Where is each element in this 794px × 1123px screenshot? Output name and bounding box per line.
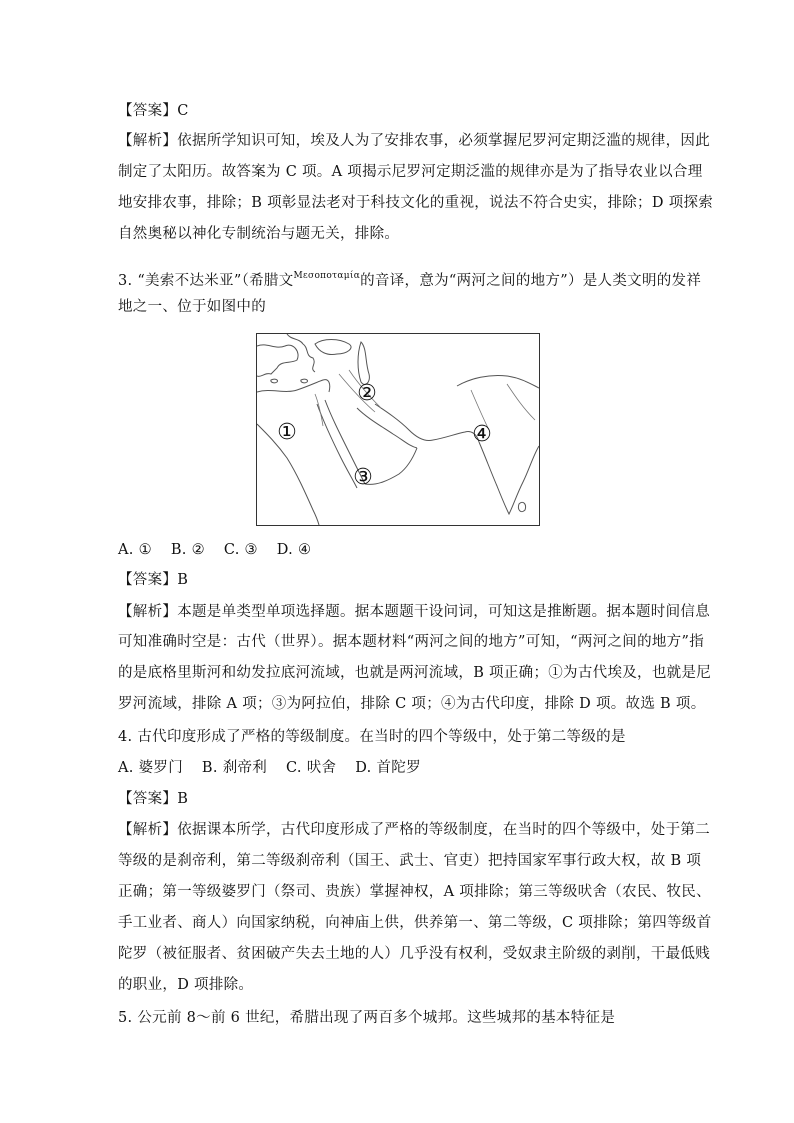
map-label-1: ①	[277, 420, 297, 445]
q4-option-b: B. 刹帝利	[201, 760, 268, 776]
q3-greek-word: Μεσοποταμία	[293, 271, 361, 281]
q4-analysis-line-6: 的职业，D 项排除。	[118, 977, 254, 993]
q4-analysis-line-4: 手工业者、商人）向国家纳税，向神庙上供，供养第一、第二等级，C 项排除；第四等级首	[118, 915, 712, 931]
q3-option-c: C. ③	[223, 542, 258, 558]
q3-options	[118, 540, 325, 560]
q3-option-a: A. ①	[118, 542, 152, 558]
q4-answer: 【答案】B	[118, 791, 189, 807]
q4-option-c: C. 吠舍	[286, 760, 337, 776]
q4-options	[118, 758, 435, 778]
ancient-civilizations-map	[256, 333, 540, 526]
q4-analysis-line-3: 正确；第一等级婆罗门（祭司、贵族）掌握神权，A 项排除；第三等级吠舍（农民、牧民、	[118, 884, 711, 900]
map-label-3: ③	[353, 465, 373, 490]
q3-option-d: D. ④	[276, 542, 312, 558]
map-drawing	[257, 334, 539, 525]
q5-stem: 5. 公元前 8～前 6 世纪，希腊出现了两百多个城邦。这些城邦的基本特征是	[118, 1010, 616, 1026]
q3-stem-part-2: 的音译，意为“两河之间的地方”）是人类文明的发祥	[360, 273, 702, 289]
q2-answer: 【答案】C	[118, 103, 189, 119]
q4-analysis-line-1: 【解析】依据课本所学，古代印度形成了严格的等级制度，在当时的四个等级中，处于第二	[118, 822, 710, 838]
q3-analysis-line-1: 【解析】本题是单类型单项选择题。据本题题干设问词，可知这是推断题。据本题时间信息	[118, 604, 710, 620]
q4-stem: 4. 古代印度形成了严格的等级制度。在当时的四个等级中，处于第二等级的是	[118, 729, 626, 745]
q2-analysis-line-2: 制定了太阳历。故答案为 C 项。A 项揭示尼罗河定期泛滥的规律亦是为了指导农业以合理	[118, 164, 703, 180]
map-label-2: ②	[357, 381, 377, 406]
q4-option-a: A. 婆罗门	[118, 760, 183, 776]
q2-analysis-line-3: 地安排农事，排除；B 项彰显法老对于科技文化的重视，说法不符合史实，排除；D 项探索	[118, 195, 714, 211]
q3-answer: 【答案】B	[118, 572, 189, 588]
q3-analysis-line-3: 的是底格里斯河和幼发拉底河流域，也就是两河流域，B 项正确；①为古代埃及，也就是尼	[118, 665, 712, 681]
q3-stem-line-2: 地之一、位于如图中的	[118, 299, 266, 315]
map-label-4: ④	[472, 422, 492, 447]
q4-analysis-line-5: 陀罗（被征服者、贫困破产失去土地的人）几乎没有权利，受奴隶主阶级的剥削，干最低贱	[118, 946, 710, 962]
q3-option-b: B. ②	[170, 542, 205, 558]
q2-analysis-line-1: 【解析】依据所学知识可知，埃及人为了安排农事，必须掌握尼罗河定期泛滥的规律，因此	[118, 133, 710, 149]
q2-analysis-line-4: 自然奥秘以神化专制统治与题无关，排除。	[118, 226, 400, 242]
q4-option-d: D. 首陀罗	[355, 760, 421, 776]
q4-analysis-line-2: 等级的是刹帝利，第二等级刹帝利（国王、武士、官吏）把持国家军事行政大权，故 B 项	[118, 853, 702, 869]
q3-stem-line-1	[118, 266, 701, 291]
q3-stem-part-1: 3. “美索不达米亚”（希腊文	[118, 273, 294, 289]
q3-analysis-line-2: 可知准确时空是：古代（世界）。据本题材料“两河之间的地方”可知，“两河之间的地方”指	[118, 634, 704, 650]
q3-analysis-line-4: 罗河流域，排除 A 项；③为阿拉伯，排除 C 项；④为古代印度，排除 D 项。故选 B 项。	[118, 696, 706, 712]
